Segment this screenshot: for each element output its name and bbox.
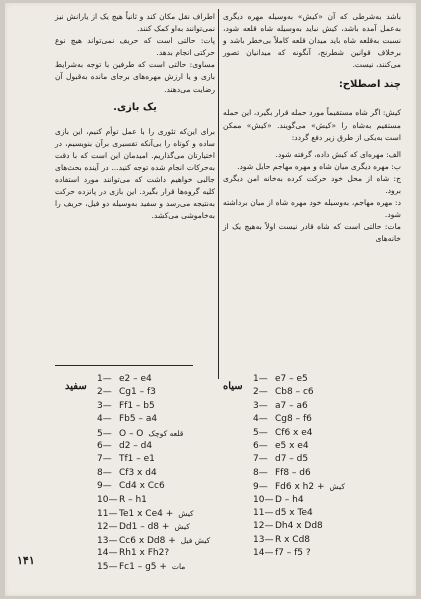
move-number: 4— xyxy=(253,414,268,425)
move-notation: Fc1 – g5 + xyxy=(119,562,167,573)
move-number: 12— xyxy=(97,522,118,533)
black-moves-list xyxy=(253,373,403,560)
move-row xyxy=(253,400,403,413)
move-number: 9— xyxy=(97,481,112,492)
move-notation: f7 – f5 ? xyxy=(275,548,311,559)
move-number: 10— xyxy=(253,494,274,505)
move-row xyxy=(97,534,227,547)
left-text-column xyxy=(55,11,215,222)
move-number: 4— xyxy=(97,414,112,425)
move-row xyxy=(253,507,403,520)
section-heading: یک بازی. xyxy=(113,101,157,113)
right-text-column xyxy=(223,11,401,246)
move-notation: Ff1 – b5 xyxy=(119,400,155,411)
move-number: 14— xyxy=(97,548,118,559)
move-notation: R – h1 xyxy=(119,494,147,505)
move-row xyxy=(253,386,403,399)
move-number: 11— xyxy=(253,507,274,518)
move-notation: e2 – e4 xyxy=(119,374,152,384)
move-row xyxy=(253,534,403,547)
move-notation: Dd1 – d8 + xyxy=(119,522,170,533)
list-item-jim: ج: شاه از محل خود حرکت کرده به‌خانه امن دیگری برود. xyxy=(223,173,401,196)
move-notation: R x Cd8 xyxy=(275,534,311,545)
list-item-be: ب: مهره دیگری میان شاه و مهره مهاجم حایل شود. xyxy=(237,161,401,171)
move-number: 13— xyxy=(97,535,118,546)
move-number: 9— xyxy=(253,482,268,493)
book-page xyxy=(5,3,416,596)
move-notation: Te1 x Ce4 + xyxy=(119,508,174,519)
move-note: کیش فیل xyxy=(180,535,211,545)
move-number: 8— xyxy=(253,467,268,478)
move-number: 2— xyxy=(97,387,112,398)
move-row xyxy=(253,413,403,426)
move-row xyxy=(97,386,227,399)
white-moves-list xyxy=(97,373,227,574)
move-number: 6— xyxy=(97,440,112,451)
move-row xyxy=(97,520,227,533)
move-number: 3— xyxy=(253,400,268,411)
move-number: 10— xyxy=(97,494,118,505)
move-number: 13— xyxy=(253,534,274,545)
move-row xyxy=(253,520,403,533)
definition-check: کیش: اگر شاه مستقیماً مورد حمله قرار بگیرد، این حمله مستقیم به‌شاه را «کیش» می‌گویند. «کیش» ممکن است به‌یکی از طرق زیر دفع گردد: xyxy=(223,108,401,142)
move-notation: Dh4 x Dd8 xyxy=(275,521,323,532)
move-row xyxy=(97,494,227,507)
move-row xyxy=(253,480,403,493)
move-row xyxy=(97,400,227,413)
move-notation: d7 – d5 xyxy=(275,454,309,465)
section-heading: چند اصطلاح: xyxy=(338,79,401,91)
list-item-dal: د: مهره مهاجم، به‌وسیله خود مهره شاه از میان برداشته شود. xyxy=(223,198,401,220)
move-notation: Cd4 x Cc6 xyxy=(119,481,165,492)
move-row xyxy=(97,547,227,560)
move-notation: e5 x e4 xyxy=(275,440,309,451)
move-row xyxy=(97,427,227,440)
move-number: 7— xyxy=(97,454,112,465)
list-item-alef: الف: مهره‌ای که کیش داده، گرفته شود. xyxy=(275,149,401,159)
move-notation: Rh1 x Fh2? xyxy=(119,548,170,559)
white-label: سفید xyxy=(65,381,87,392)
black-label: سیاه xyxy=(223,381,243,392)
definition-mate: مات: حالتی است که شاه قادر نیست اولاً به‌هیچ یک از خانه‌های xyxy=(223,222,401,244)
move-notation: Fb5 – a4 xyxy=(119,414,158,425)
move-notation: D – h4 xyxy=(275,494,304,505)
column-divider xyxy=(218,9,219,379)
move-number: 8— xyxy=(97,467,112,478)
move-row xyxy=(253,467,403,480)
move-notation: Cg8 – f6 xyxy=(275,414,312,425)
move-row xyxy=(253,494,403,507)
move-row xyxy=(97,507,227,520)
move-number: 2— xyxy=(253,387,268,398)
move-notation: e7 – e5 xyxy=(275,374,308,384)
move-row xyxy=(253,427,403,440)
move-row xyxy=(97,453,227,466)
move-row xyxy=(97,413,227,426)
move-note: مات xyxy=(171,562,186,572)
move-notation: Ff8 – d6 xyxy=(275,467,311,478)
move-number: 12— xyxy=(253,521,274,532)
move-row xyxy=(97,480,227,493)
move-row xyxy=(253,547,403,560)
move-notation: Cf6 x e4 xyxy=(275,427,313,438)
move-notation: Cg1 – f3 xyxy=(119,387,156,398)
move-notation: Fd6 x h2 + xyxy=(275,482,325,493)
move-number: 3— xyxy=(97,400,112,411)
move-number: 6— xyxy=(253,440,268,451)
move-number: 14— xyxy=(253,548,274,559)
move-number: 15— xyxy=(97,562,118,573)
page-number: ۱۴۱ xyxy=(17,554,35,567)
move-note: کیش xyxy=(174,522,190,532)
move-notation: Tf1 – e1 xyxy=(119,454,155,465)
move-row xyxy=(97,440,227,453)
move-row xyxy=(253,440,403,453)
move-note: قلعه کوچک xyxy=(148,428,184,438)
paragraph: باشد به‌شرطی که آن «کیش» به‌وسیله مهره دیگری به‌عمل آمده باشد، کیش نباید به‌وسیله شاه قلعه شود، نسبت به‌قلعه شاه باید میدان قلعه کاملاً بی‌خطر باشد و برخلاف قوانین شطرنج، آنگونه که میدانیان تصور می‌کنند، نیست. xyxy=(223,12,401,70)
move-notation: Cc6 x Dd8 + xyxy=(119,535,176,546)
move-note: کیش xyxy=(329,482,345,492)
horizontal-divider xyxy=(55,365,193,366)
move-notation: Cb8 – c6 xyxy=(275,387,314,398)
move-notation: Cf3 x d4 xyxy=(119,467,157,478)
move-number: 1— xyxy=(97,374,112,384)
move-row xyxy=(253,453,403,466)
move-number: 1— xyxy=(253,374,268,384)
move-notation: d5 x Te4 xyxy=(275,507,313,518)
paragraph: برای این‌که تئوری را با عمل توأم کنیم، این بازی ساده و کوتاه را بی‌آنکه تفسیری برآن بنویسیم، در اختیارتان می‌گذاریم. امیدمان این است که با دقت به‌حرکات انجام شده توجه کنید... در آینده بحث‌های جالبی خواهیم داشت که می‌توانند مورد استفاده کلیه گروه‌ها قرار بگیرد. این بازی در پانزده حرکت به‌نتیجه می‌رسد و سفید به‌وسیله دو فیل، حریف را به‌خاموشی می‌کشد. xyxy=(55,126,215,221)
move-row xyxy=(97,467,227,480)
move-number: 7— xyxy=(253,454,268,465)
move-number: 5— xyxy=(253,427,268,438)
move-row xyxy=(97,373,227,386)
move-notation: O – O xyxy=(119,428,144,439)
definition-stalemate: پات: حالتی است که حریف نمی‌تواند هیچ نوع حرکتی انجام بدهد. xyxy=(55,36,215,58)
definition-draw: مساوی: حالتی است که طرفین با توجه به‌شرایط بازی و یا ارزش مهره‌های برجای مانده به‌قبول آن رضایت می‌دهند. xyxy=(55,60,215,94)
move-number: 5— xyxy=(97,428,112,439)
move-note: کیش xyxy=(178,508,194,518)
move-notation: d2 – d4 xyxy=(119,440,153,451)
move-row xyxy=(97,560,227,573)
move-number: 11— xyxy=(97,508,118,519)
paragraph: اطراف نقل مکان کند و ثانیاً هیچ یک از یارانش نیز نمی‌توانند به‌او کمک کنند. xyxy=(55,12,215,34)
move-row xyxy=(253,373,403,386)
move-notation: a7 – a6 xyxy=(275,400,308,411)
